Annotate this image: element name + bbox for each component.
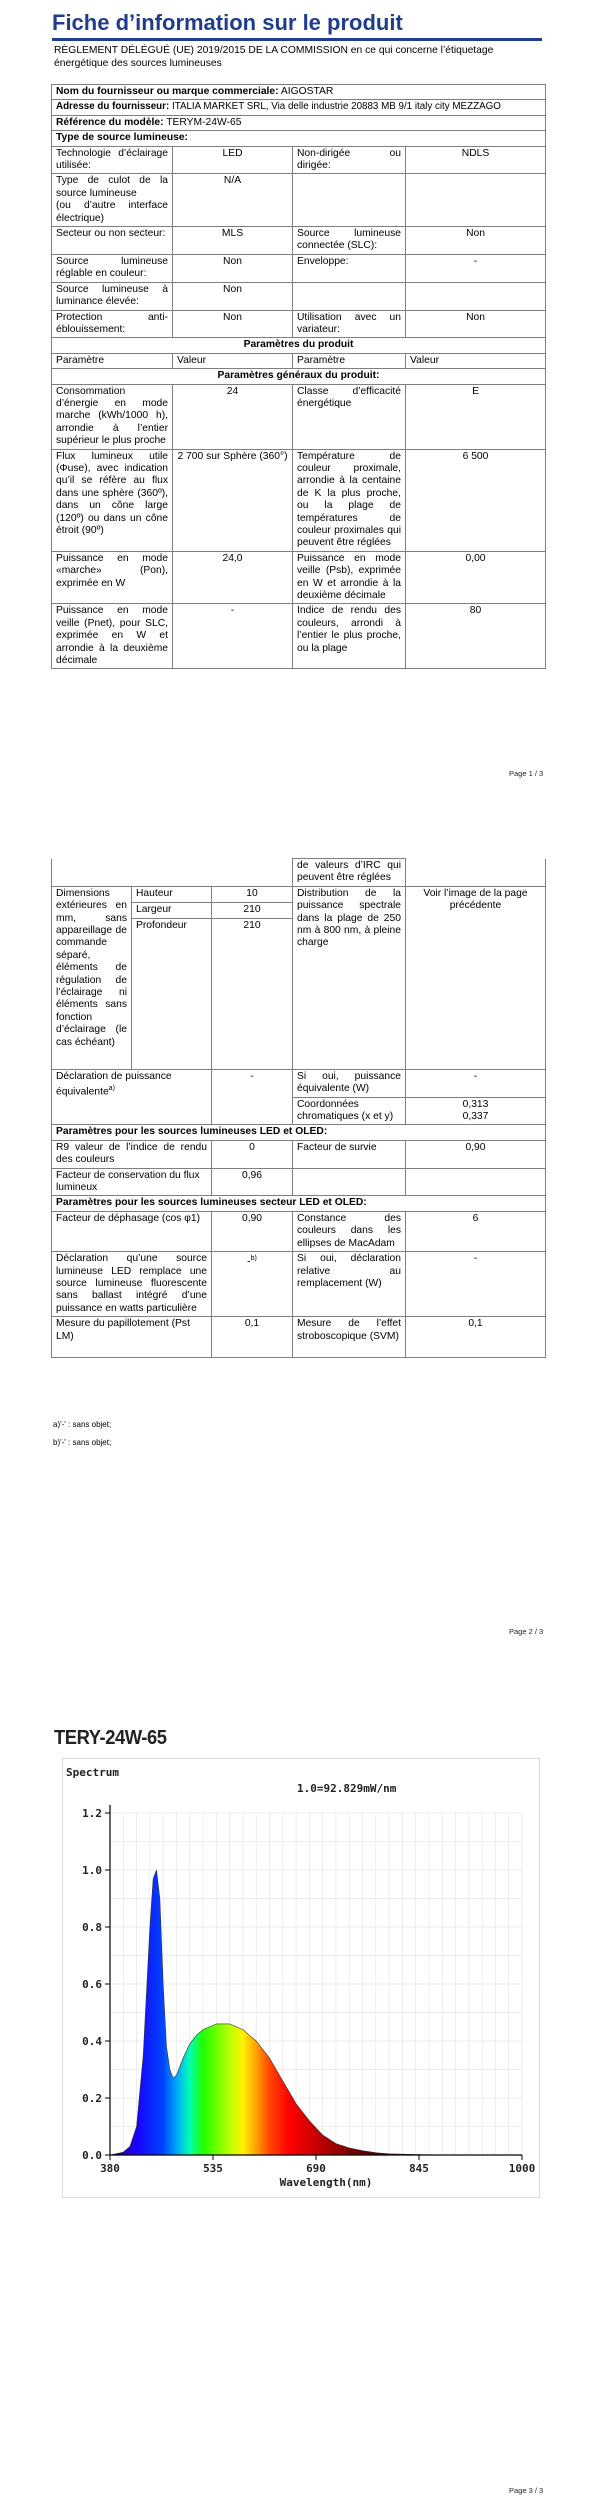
- general-param-label: Puissance en mode «marche» (Pon), exprimée en W: [52, 551, 173, 604]
- supplier-address-row: [52, 100, 546, 115]
- replace-label: Déclaration qu’une source lumineuse LED remplace une source lumineuse fluorescente sans ballast intégré d’une puissance en watts particulière: [52, 1252, 212, 1317]
- type-row: [52, 174, 546, 227]
- page-number-3: Page 3 / 3: [509, 2486, 544, 2495]
- footnote-a: a)'-' : sans objet;: [53, 1420, 112, 1429]
- general-param-value: 24,0: [173, 551, 293, 604]
- led-heading: Paramètres pour les sources lumineuses LED et OLED:: [52, 1125, 546, 1140]
- regulation-text: RÈGLEMENT DÉLÉGUÉ (UE) 2019/2015 DE LA COMMISSION en ce qui concerne l’étiquetage énergétique des sources lumineuses: [54, 45, 494, 69]
- y-tick-label: 0.2: [82, 2092, 102, 2105]
- type-heading: Type de source lumineuse:: [52, 131, 546, 146]
- replace-row: [52, 1252, 546, 1317]
- dimension-width-value: 210: [212, 902, 293, 918]
- y-tick-label: 0.0: [82, 2149, 102, 2162]
- type-param-label: Type de culot de la source lumineuse (ou d’autre interface électrique): [52, 174, 173, 227]
- replace-if-label: Si oui, déclaration relative au remplacement (W): [293, 1252, 406, 1317]
- supplier-address-label: Adresse du fournisseur:: [56, 101, 170, 113]
- page-title: Fiche d’information sur le produit: [52, 10, 542, 41]
- footnote-b: b)'-' : sans objet;: [53, 1438, 112, 1447]
- equiv-if-label: Si oui, puissance équivalente (W): [293, 1069, 406, 1097]
- spectral-value: Voir l’image de la page précédente: [406, 886, 546, 1069]
- type-param-value: Non: [173, 282, 293, 310]
- type-param-label: Utilisation avec un variateur:: [293, 310, 406, 338]
- type-rows: [52, 146, 546, 338]
- macadam-label: Constance des couleurs dans les ellipses de MacAdam: [293, 1211, 406, 1251]
- equiv-power-value: -: [212, 1069, 293, 1125]
- cri-continuation: de valeurs d’IRC qui peuvent être réglées: [293, 859, 406, 887]
- general-param-label: Puissance en mode veille (Psb), exprimée en W et arrondie à la deuxième décimale: [293, 551, 406, 604]
- svm-value: 0,1: [406, 1317, 546, 1358]
- svm-label: Mesure de l’effet stroboscopique (SVM): [293, 1317, 406, 1358]
- page-number-2: Page 2 / 3: [509, 1627, 544, 1636]
- chroma-x: 0,313: [462, 1098, 489, 1110]
- type-row: [52, 146, 546, 174]
- supplier-name-value: AIGOSTAR: [280, 86, 334, 97]
- general-param-value: E: [406, 384, 546, 449]
- type-param-value: MLS: [173, 227, 293, 255]
- type-param-label: Source lumineuse réglable en couleur:: [52, 254, 173, 282]
- type-param-label: [293, 174, 406, 227]
- equiv-power-label: Déclaration de puissance équivalente: [56, 1070, 172, 1098]
- flicker-row: [52, 1317, 546, 1358]
- type-param-label: Technologie d’éclairage utilisée:: [52, 146, 173, 174]
- x-tick-label: 535: [203, 2162, 223, 2175]
- type-param-value: Non: [173, 254, 293, 282]
- survival-value: 0,90: [406, 1140, 546, 1168]
- dimension-depth-value: 210: [212, 918, 293, 1069]
- general-row: [52, 551, 546, 604]
- col-value-2: Valeur: [406, 353, 546, 368]
- type-param-value: Non: [173, 310, 293, 338]
- type-param-value: LED: [173, 146, 293, 174]
- general-param-value: 24: [173, 384, 293, 449]
- params-column-header: [52, 353, 546, 368]
- flux-maint-value: 0,96: [212, 1168, 293, 1196]
- flux-maintenance-row: [52, 1168, 546, 1196]
- chroma-label: Coordonnées chromatiques (x et y): [293, 1097, 406, 1125]
- supplier-address-value: ITALIA MARKET SRL, Via delle industrie 20883 MB 9/1 italy city MEZZAGO: [171, 101, 501, 113]
- model-value: TERYM-24W-65: [166, 116, 242, 128]
- r9-value: 0: [212, 1140, 293, 1168]
- chart-title: Spectrum: [66, 1766, 119, 1779]
- spectral-label: Distribution de la puissance spectrale dans la plage de 250 nm à 800 nm, à pleine charge: [293, 886, 406, 1069]
- x-axis-label: Wavelength(nm): [279, 2176, 373, 2189]
- x-tick-label: 1000: [508, 2162, 536, 2175]
- replace-note: b): [250, 1255, 257, 1263]
- general-param-label: Indice de rendu des couleurs, arrondi à l’entier le plus proche, ou la plage: [293, 604, 406, 669]
- dimension-depth-label: Profondeur: [132, 918, 212, 1069]
- general-heading: Paramètres généraux du produit:: [52, 369, 546, 384]
- dimension-height-value: 10: [212, 886, 293, 902]
- type-param-value: [406, 282, 546, 310]
- col-param-1: Paramètre: [52, 353, 173, 368]
- col-param-2: Paramètre: [293, 353, 406, 368]
- chroma-y: 0,337: [462, 1111, 489, 1123]
- y-tick-label: 1.0: [82, 1864, 102, 1877]
- general-param-label: Puissance en mode veille (Pnet), pour SLC, exprimée en W et arrondie à la deuxième décimale: [52, 604, 173, 669]
- type-param-value: Non: [406, 310, 546, 338]
- x-tick-label: 845: [409, 2162, 429, 2175]
- flux-maint-label: Facteur de conservation du flux lumineux: [52, 1168, 212, 1196]
- general-param-value: 80: [406, 604, 546, 669]
- y-tick-label: 0.8: [82, 1921, 102, 1934]
- dimensions-row: [52, 886, 546, 902]
- product-info-table-page2: [51, 858, 546, 1358]
- phase-row: [52, 1211, 546, 1251]
- general-param-value: 0,00: [406, 551, 546, 604]
- params-heading: Paramètres du produit: [52, 338, 546, 353]
- type-param-value: NDLS: [406, 146, 546, 174]
- supplier-name-row: [52, 85, 546, 100]
- col-value-1: Valeur: [173, 353, 293, 368]
- flicker-label: Mesure du papillotement (Pst LM): [52, 1317, 212, 1358]
- mains-heading: Paramètres pour les sources lumineuses secteur LED et OLED:: [52, 1196, 546, 1211]
- general-row: [52, 604, 546, 669]
- survival-label: Facteur de survie: [293, 1140, 406, 1168]
- general-param-value: -: [173, 604, 293, 669]
- supplier-name-label: Nom du fournisseur ou marque commerciale:: [56, 86, 279, 97]
- type-row: [52, 254, 546, 282]
- y-tick-label: 0.6: [82, 1978, 102, 1991]
- type-param-label: [293, 282, 406, 310]
- equiv-power-row: [52, 1069, 546, 1097]
- phase-label: Facteur de déphasage (cos φ1): [52, 1211, 212, 1251]
- r9-row: [52, 1140, 546, 1168]
- type-row: [52, 282, 546, 310]
- general-row: [52, 384, 546, 449]
- general-param-label: Flux lumineux utile (Φuse), avec indication qu’il se réfère au flux dans une sphère (360º), dans un cône large (120º) ou dans un cône étroit (90º): [52, 449, 173, 551]
- type-param-value: -: [406, 254, 546, 282]
- model-label: Référence du modèle:: [56, 116, 164, 128]
- replace-if-value: -: [406, 1252, 546, 1317]
- x-tick-label: 380: [100, 2162, 120, 2175]
- general-param-label: Température de couleur proximale, arrondie à la centaine de K la plus proche, ou la plage de températures de couleur proximales qui peuvent être réglées: [293, 449, 406, 551]
- phase-value: 0,90: [212, 1211, 293, 1251]
- equiv-if-value: -: [406, 1069, 546, 1097]
- general-row: [52, 449, 546, 551]
- replace-value: -: [247, 1256, 251, 1268]
- type-row: [52, 310, 546, 338]
- y-tick-label: 1.2: [82, 1807, 102, 1820]
- product-info-table-page1: [51, 84, 546, 669]
- type-param-label: Source lumineuse à luminance élevée:: [52, 282, 173, 310]
- page3-model-heading: TERY-24W-65: [54, 1727, 167, 1749]
- dimension-width-label: Largeur: [132, 902, 212, 918]
- equiv-power-note: a): [108, 1085, 115, 1093]
- type-param-label: Source lumineuse connectée (SLC):: [293, 227, 406, 255]
- type-param-label: Enveloppe:: [293, 254, 406, 282]
- page-number-1: Page 1 / 3: [509, 769, 544, 778]
- general-param-label: Consommation d’énergie en mode marche (kWh/1000 h), arrondie à l’entier supérieur le plus proche: [52, 384, 173, 449]
- dimensions-label: Dimensions extérieures en mm, sans appareillage de commande séparé, éléments de régulation de l’éclairage ni éléments sans fonction d’éclairage (le cas échéant): [52, 886, 132, 1069]
- general-param-label: Classe d’efficacité énergétique: [293, 384, 406, 449]
- flicker-value: 0,1: [212, 1317, 293, 1358]
- chart-annotation: 1.0=92.829mW/nm: [297, 1782, 397, 1795]
- general-param-value: 2 700 sur Sphère (360°): [173, 449, 293, 551]
- x-tick-label: 690: [306, 2162, 326, 2175]
- macadam-value: 6: [406, 1211, 546, 1251]
- type-param-label: Non-dirigée ou dirigée:: [293, 146, 406, 174]
- y-tick-label: 0.4: [82, 2035, 102, 2048]
- general-param-value: 6 500: [406, 449, 546, 551]
- cri-continuation-row: [52, 859, 546, 887]
- r9-label: R9 valeur de l’indice de rendu des couleurs: [52, 1140, 212, 1168]
- type-param-label: Secteur ou non secteur:: [52, 227, 173, 255]
- spectrum-chart: [62, 1758, 540, 2198]
- model-row: [52, 115, 546, 130]
- type-param-value: Non: [406, 227, 546, 255]
- type-param-value: [406, 174, 546, 227]
- type-param-label: Protection anti-éblouissement:: [52, 310, 173, 338]
- dimension-height-label: Hauteur: [132, 886, 212, 902]
- general-rows: [52, 384, 546, 669]
- type-row: [52, 227, 546, 255]
- type-param-value: N/A: [173, 174, 293, 227]
